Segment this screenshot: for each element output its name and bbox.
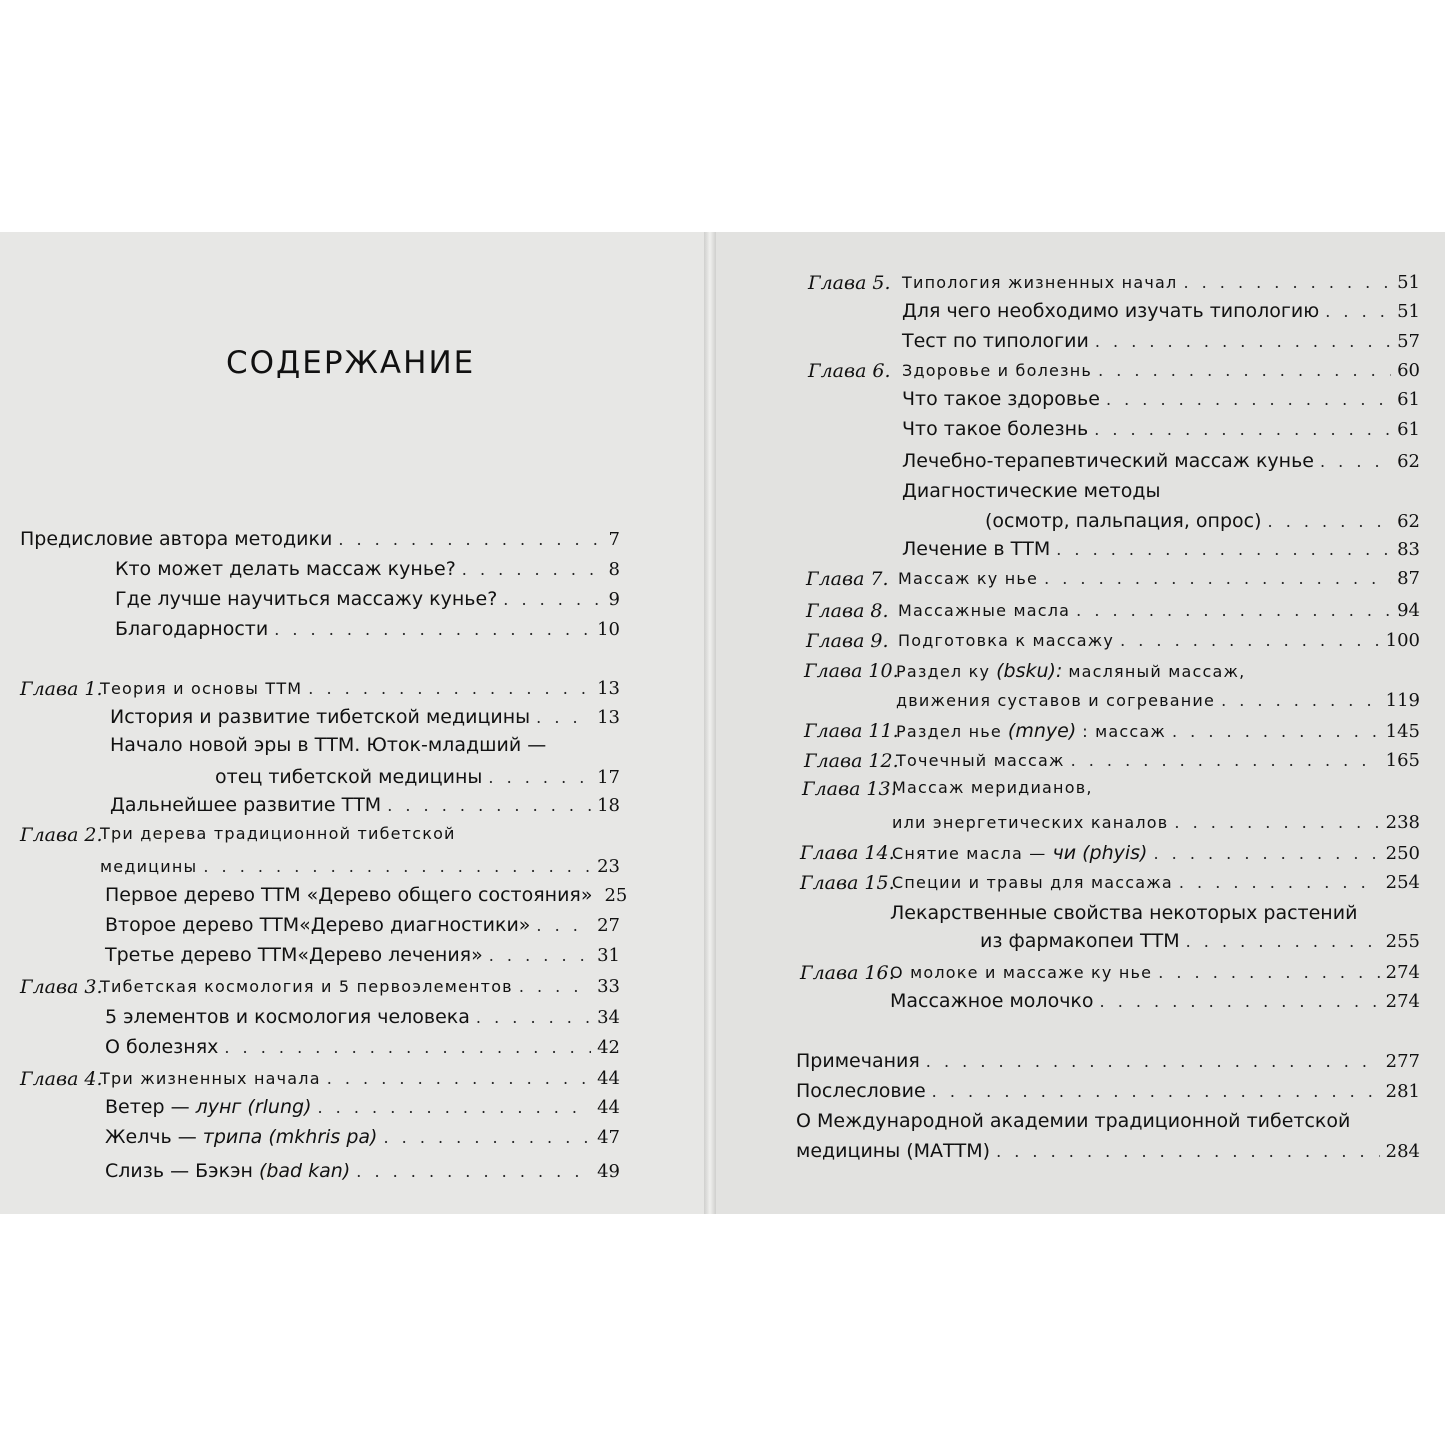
dot-leader [503, 590, 602, 609]
toc-entry [896, 660, 1420, 690]
page-number: 274 [1385, 962, 1420, 983]
page-number: 25 [604, 885, 628, 906]
entry-title: О Международной академии традиционной тибетской [796, 1110, 1351, 1132]
entry-title-continued: : массаж [1082, 722, 1166, 741]
chapter-label: Глава 4. [20, 1068, 103, 1090]
entry-title: или энергетических каналов [892, 813, 1169, 832]
page-number: 51 [1397, 301, 1420, 322]
dot-leader [1158, 963, 1379, 982]
page-number: 13 [597, 707, 620, 728]
toc-entry [110, 706, 620, 736]
page-number: 238 [1385, 812, 1420, 833]
entry-title: Раздел нье [896, 722, 1002, 741]
entry-title: Точечный массаж [896, 751, 1065, 770]
dot-leader [1044, 569, 1391, 588]
page-number: 60 [1397, 360, 1420, 381]
toc-entry [115, 588, 620, 618]
entry-title: Подготовка к массажу [898, 631, 1115, 650]
dot-leader [536, 708, 591, 727]
entry-title: Теория и основы ТТМ [100, 679, 303, 698]
chapter-label: Глава 12. [804, 750, 899, 772]
page-number: 62 [1397, 451, 1420, 472]
entry-title: (осмотр, пальпация, опрос) [985, 510, 1262, 532]
page-number: 61 [1397, 389, 1420, 410]
page-number: 255 [1385, 931, 1420, 952]
dot-leader [1172, 722, 1380, 741]
toc-entry [115, 618, 620, 648]
dot-leader [1120, 631, 1380, 650]
dot-leader [1100, 992, 1380, 1011]
dot-leader [387, 796, 591, 815]
entry-title: медицины (МАТТМ) [796, 1140, 991, 1162]
entry-italic-term: лунг (rlung) [195, 1096, 312, 1118]
toc-entry [902, 388, 1420, 418]
page-number: 44 [597, 1097, 620, 1118]
toc-entry [890, 990, 1420, 1020]
toc-entry [892, 812, 1420, 842]
toc-entry [105, 884, 628, 914]
dot-leader [1106, 390, 1391, 409]
chapter-label: Глава 7. [806, 568, 889, 590]
dot-leader [274, 620, 591, 639]
toc-entry [796, 1080, 1420, 1110]
dot-leader [488, 768, 591, 787]
entry-title: О молоке и массаже ку нье [890, 963, 1153, 982]
chapter-label: Глава 14. [800, 842, 895, 864]
toc-entry [796, 1140, 1420, 1170]
toc-entry [215, 766, 620, 796]
toc-entry [898, 568, 1420, 598]
page-number: 8 [608, 559, 620, 580]
entry-title: Послесловие [796, 1080, 926, 1102]
entry-italic-term: трипа (mkhris pa) [202, 1126, 378, 1148]
toc-entry [105, 1036, 620, 1066]
entry-title: Слизь — Бэкэн [105, 1160, 253, 1182]
dot-leader [1183, 273, 1391, 292]
toc-entry [796, 1110, 1420, 1140]
chapter-label: Глава 11. [804, 720, 899, 742]
page-number: 47 [597, 1127, 620, 1148]
entry-title: Типология жизненных начал [902, 273, 1178, 292]
page-number: 57 [1397, 331, 1420, 352]
entry-title: Благодарности [115, 618, 269, 640]
entry-title: Третье дерево ТТМ«Дерево лечения» [105, 944, 483, 966]
page-number: 10 [597, 619, 620, 640]
toc-entry [892, 842, 1420, 872]
entry-italic-term: (mnye) [1007, 720, 1077, 742]
page-number: 34 [597, 1007, 620, 1028]
dot-leader [327, 1069, 591, 1088]
chapter-label: Глава 3. [20, 976, 103, 998]
dot-leader [224, 1038, 591, 1057]
entry-title: Массажное молочко [890, 990, 1094, 1012]
dot-leader [356, 1162, 591, 1181]
dot-leader [1153, 844, 1379, 863]
entry-title: Что такое здоровье [902, 388, 1100, 410]
page-number: 94 [1397, 600, 1420, 621]
dot-leader [1268, 512, 1392, 531]
toc-entry [105, 1006, 620, 1036]
entry-title: Специи и травы для массажа [892, 873, 1173, 892]
chapter-label: Глава 16. [800, 962, 895, 984]
dot-leader [1098, 361, 1391, 380]
toc-entry [890, 962, 1420, 992]
page-number: 51 [1397, 272, 1420, 293]
dot-leader [1179, 873, 1380, 892]
chapter-label: Глава 2. [20, 824, 103, 846]
page-number: 31 [597, 945, 620, 966]
page-number: 119 [1385, 690, 1420, 711]
entry-title: Три жизненных начала [100, 1069, 321, 1088]
toc-entry [902, 450, 1420, 480]
toc-entry [896, 690, 1420, 720]
page-number: 7 [608, 529, 620, 550]
dot-leader [996, 1142, 1380, 1161]
entry-title: движения суставов и согревание [896, 691, 1216, 710]
entry-title: 5 элементов и космология человека [105, 1006, 470, 1028]
entry-title: Лечение в ТТМ [902, 538, 1051, 560]
dot-leader [1325, 302, 1391, 321]
page-number: 284 [1385, 1141, 1420, 1162]
dot-leader [318, 1098, 592, 1117]
page-number: 9 [608, 589, 620, 610]
chapter-label: Глава 9. [806, 630, 889, 652]
page-number: 18 [597, 795, 620, 816]
entry-title: Начало новой эры в ТТМ. Юток-младший — [110, 734, 547, 756]
entry-title: из фармакопеи ТТМ [980, 930, 1180, 952]
toc-entry [890, 902, 1420, 932]
page-number: 281 [1385, 1081, 1420, 1102]
entry-title: Массажные масла [898, 601, 1071, 620]
dot-leader [489, 946, 591, 965]
dot-leader [1221, 691, 1380, 710]
entry-title: Массаж меридианов, [892, 778, 1093, 797]
entry-title: Кто может делать массаж кунье? [115, 558, 456, 580]
page-number: 277 [1385, 1051, 1420, 1072]
page-number: 23 [597, 856, 620, 877]
entry-title: История и развитие тибетской медицины [110, 706, 531, 728]
entry-title: Массаж ку нье [898, 569, 1039, 588]
dot-leader [338, 530, 602, 549]
toc-entry [100, 856, 620, 886]
entry-title: Тест по типологии [902, 330, 1089, 352]
page-number: 254 [1385, 872, 1420, 893]
page-title: СОДЕРЖАНИЕ [226, 345, 476, 381]
dot-leader [383, 1128, 591, 1147]
dot-leader [1186, 932, 1380, 951]
entry-title: Лечебно-терапевтический массаж кунье [902, 450, 1314, 472]
dot-leader [1094, 420, 1391, 439]
entry-title-continued: масляный массаж, [1068, 662, 1246, 681]
toc-entry [105, 944, 620, 974]
entry-title: Желчь — [105, 1126, 197, 1148]
page-number: 83 [1397, 539, 1420, 560]
toc-entry [902, 418, 1420, 448]
page-number: 250 [1385, 843, 1420, 864]
entry-italic-term: чи (phyis) [1052, 842, 1148, 864]
entry-title: Снятие масла — [892, 844, 1047, 863]
toc-entry [20, 528, 620, 558]
toc-entry [902, 360, 1420, 390]
chapter-label: Глава 10. [804, 660, 899, 682]
page-number: 61 [1397, 419, 1420, 440]
toc-entry [105, 1160, 620, 1190]
dot-leader [1174, 813, 1379, 832]
toc-entry [796, 1050, 1420, 1080]
book-gutter [704, 232, 716, 1214]
toc-entry [892, 778, 1420, 808]
page-number: 42 [597, 1037, 620, 1058]
chapter-label: Глава 8. [806, 600, 889, 622]
dot-leader [1320, 452, 1391, 471]
toc-entry [110, 794, 620, 824]
entry-title: Тибетская космология и 5 первоэлементов [100, 977, 513, 996]
toc-entry [898, 600, 1420, 630]
toc-entry [100, 976, 620, 1006]
toc-entry [902, 272, 1420, 302]
toc-entry [896, 720, 1420, 750]
dot-leader [308, 679, 591, 698]
dot-leader [926, 1052, 1380, 1071]
dot-leader [519, 977, 591, 996]
toc-entry [115, 558, 620, 588]
toc-entry [100, 678, 620, 708]
entry-title: Здоровье и болезнь [902, 361, 1093, 380]
entry-italic-term: (bad kan) [258, 1160, 351, 1182]
page-number: 33 [597, 976, 620, 997]
toc-entry [105, 914, 620, 944]
toc-entry [902, 538, 1420, 568]
entry-title: отец тибетской медицины [215, 766, 483, 788]
dot-leader [1071, 751, 1380, 770]
entry-title: Первое дерево ТТМ «Дерево общего состояния» [105, 884, 593, 906]
entry-title: Примечания [796, 1050, 920, 1072]
chapter-label: Глава 15. [800, 872, 895, 894]
entry-title: медицины [100, 857, 198, 876]
toc-entry [902, 480, 1420, 510]
page-number: 44 [597, 1068, 620, 1089]
entry-title: Лекарственные свойства некоторых растений [890, 902, 1358, 924]
entry-title: Для чего необходимо изучать типологию [902, 300, 1320, 322]
chapter-label: Глава 13. [802, 778, 897, 800]
toc-entry [902, 300, 1420, 330]
entry-title: О болезнях [105, 1036, 219, 1058]
chapter-label: Глава 6. [808, 360, 891, 382]
page-number: 13 [597, 678, 620, 699]
toc-entry [100, 824, 620, 854]
page-number: 49 [597, 1161, 620, 1182]
page-number: 27 [597, 915, 620, 936]
entry-title: Дальнейшее развитие ТТМ [110, 794, 382, 816]
toc-entry [105, 1096, 620, 1126]
dot-leader [462, 560, 603, 579]
toc-entry [898, 630, 1420, 660]
entry-title: Три дерева традиционной тибетской [100, 824, 456, 843]
page-number: 274 [1385, 991, 1420, 1012]
page-number: 145 [1385, 721, 1420, 742]
toc-entry [110, 734, 620, 764]
dot-leader [476, 1008, 591, 1027]
toc-entry [100, 1068, 620, 1098]
entry-title: Предисловие автора методики [20, 528, 333, 550]
page-number: 165 [1385, 750, 1420, 771]
dot-leader [536, 916, 591, 935]
entry-title: Раздел ку [896, 662, 991, 681]
toc-entry [892, 872, 1420, 902]
dot-leader [1056, 540, 1391, 559]
toc-entry [980, 930, 1420, 960]
entry-title: Диагностические методы [902, 480, 1161, 502]
dot-leader [203, 857, 591, 876]
toc-entry [896, 750, 1420, 780]
toc-entry [902, 330, 1420, 360]
chapter-label: Глава 1. [20, 678, 103, 700]
dot-leader [1095, 332, 1391, 351]
toc-entry [985, 510, 1420, 540]
entry-title: Ветер — [105, 1096, 190, 1118]
page-number: 62 [1397, 511, 1420, 532]
entry-title: Где лучше научиться массажу кунье? [115, 588, 498, 610]
entry-title: Второе дерево ТТМ«Дерево диагностики» [105, 914, 531, 936]
chapter-label: Глава 5. [808, 272, 891, 294]
entry-title: Что такое болезнь [902, 418, 1089, 440]
dot-leader [1076, 601, 1391, 620]
page-number: 87 [1397, 568, 1420, 589]
entry-italic-term: (bsku): [996, 660, 1063, 682]
toc-entry [105, 1126, 620, 1156]
dot-leader [932, 1082, 1380, 1101]
page-number: 17 [597, 767, 620, 788]
page-number: 100 [1385, 630, 1420, 651]
